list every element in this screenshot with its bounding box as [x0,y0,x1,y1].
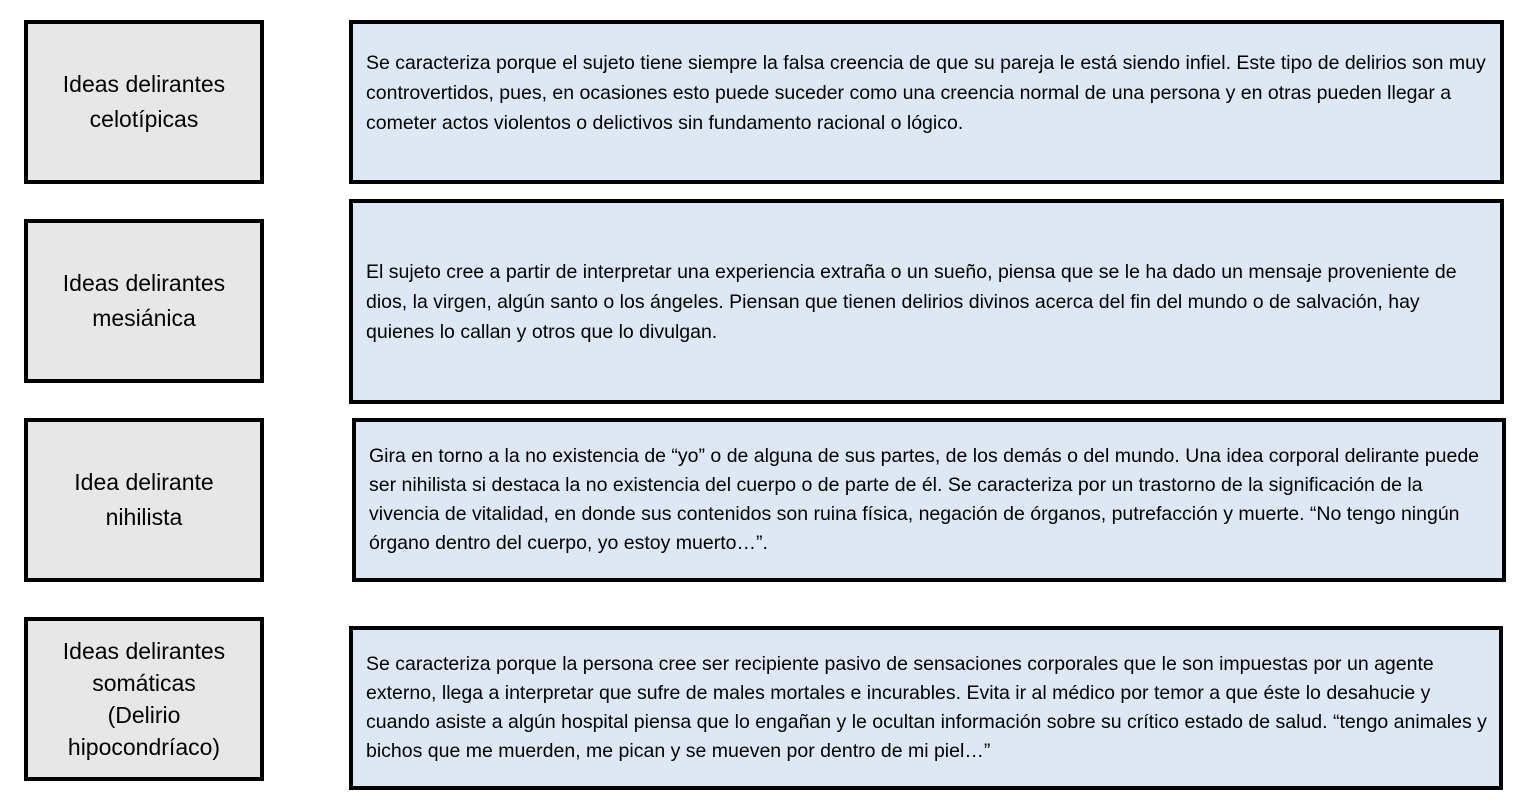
definition-box-somaticas [349,626,1503,790]
definition-box-nihilista [352,418,1506,582]
term-label: Ideas delirantes celotípicas [62,71,226,132]
term-label: Ideas delirantes somáticas (Delirio hipocondríaco) [62,638,226,760]
definition-text: El sujeto cree a partir de interpretar una experiencia extraña o un sueño, piensa que se le ha dado un mensaje proveniente de dios, la virgen, algún santo o los ángeles. Piensan que tienen delirios divinos acerca del fin del mundo o de salvación, hay quienes lo callan y otros que lo divulgan. [366,260,1457,343]
term-box-somaticas [24,617,264,781]
definition-text: Se caracteriza porque el sujeto tiene siempre la falsa creencia de que su pareja le está siendo infiel. Este tipo de delirios son muy controvertidos, pues, en ocasiones esto puede suceder como una creencia normal de una persona y en otras pueden llegar a cometer actos violentos o delictivos sin fundamento racional o lógico. [366,52,1486,134]
definition-box-mesianica [349,199,1504,404]
definition-text: Se caracteriza porque la persona cree ser recipiente pasivo de sensaciones corporales que le son impuestas por un agente externo, llega a interpretar que sufre de males mortales e incurables. Evita ir al médico por temor a que éste lo desahucie y cuando asiste a algún hospital piensa que lo engañan y le ocultan información sobre su crítico estado de salud. “tengo animales y bichos que me muerden, me pican y se mueven por dentro de mi piel…” [366,653,1487,762]
term-label: Idea delirante nihilista [74,469,214,530]
term-box-nihilista [24,418,264,582]
definition-box-celotipicas [349,20,1504,184]
term-box-mesianica [24,219,264,383]
definition-text: Gira en torno a la no existencia de “yo” o de alguna de sus partes, de los demás o del mundo. Una idea corporal delirante puede ser nihilista si destaca la no existencia del cuerpo o de parte de él. Se caracteriza por un trastorno de la significación de la vivencia de vitalidad, en donde sus contenidos son ruina física, negación de órganos, putrefacción y muerte. “No tengo ningún órgano dentro del cuerpo, yo estoy muerto…”. [369,445,1480,554]
term-label: Ideas delirantes mesiánica [62,270,226,331]
term-box-celotipicas [24,20,264,184]
